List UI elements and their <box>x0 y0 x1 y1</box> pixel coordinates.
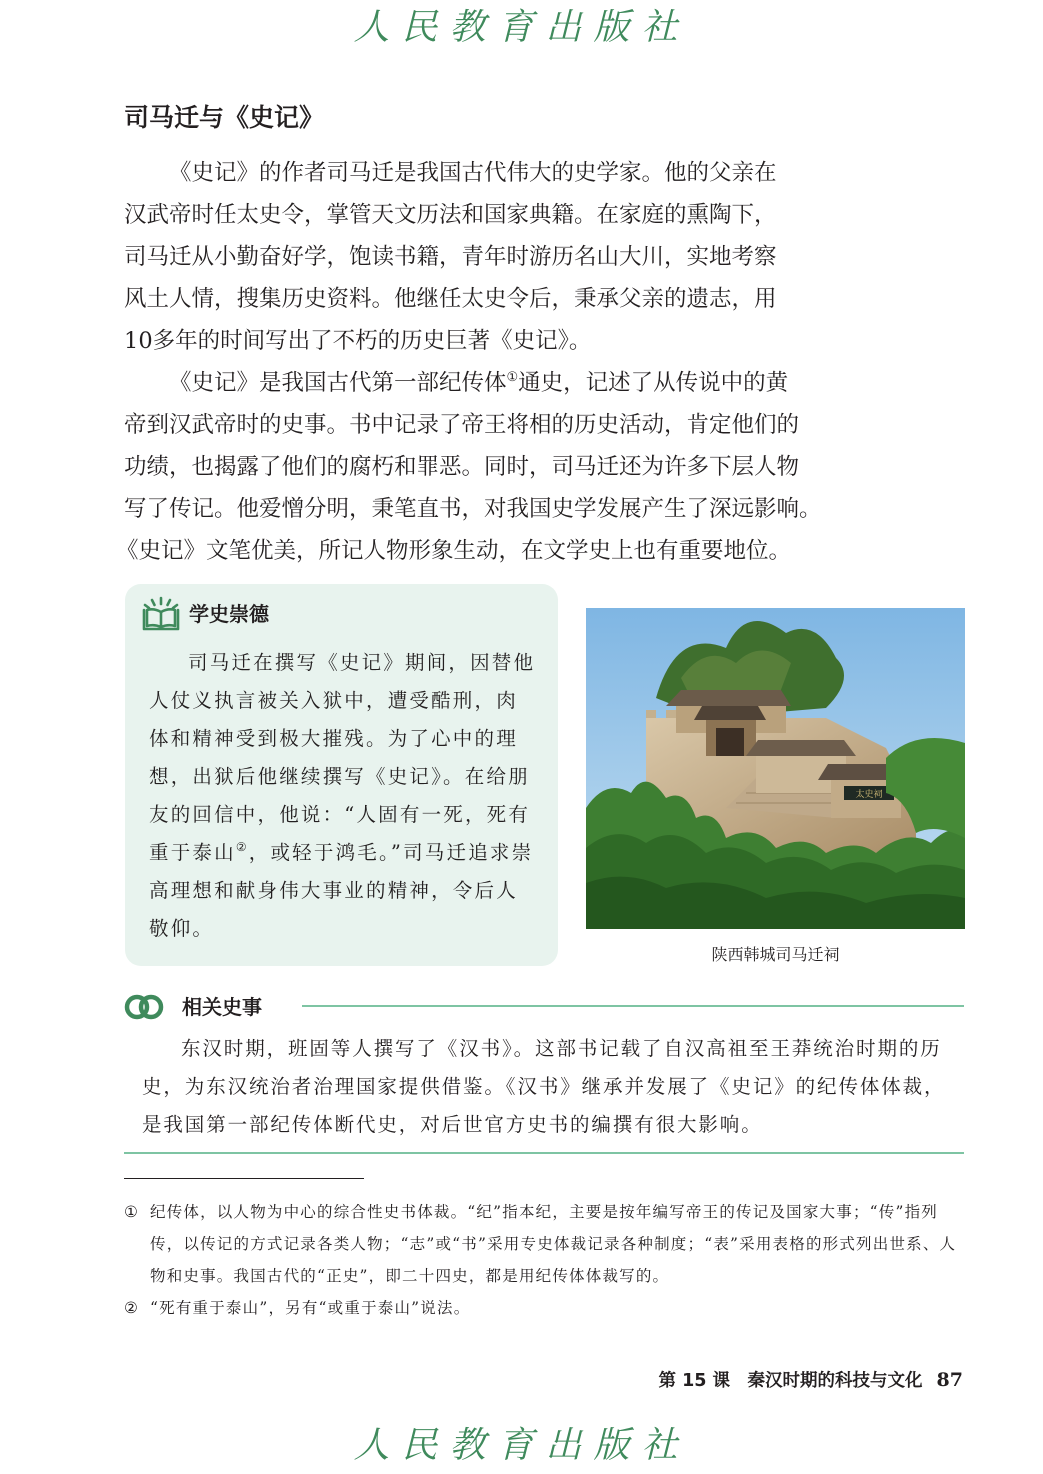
related-bottom-divider <box>124 1152 964 1154</box>
footnote-ref-2[interactable]: ② <box>235 840 249 854</box>
page-number: 87 <box>936 1369 963 1391</box>
text-line: 通史，记述了从传说中的黄 <box>518 370 789 396</box>
lesson-title: 第 15 课 秦汉时期的科技与文化 <box>658 1371 923 1391</box>
section-title: 司马迁与《史记》 <box>124 103 325 132</box>
paragraph-2 <box>116 362 840 572</box>
publisher-watermark-bottom: 人民教育出版社 <box>353 1425 690 1466</box>
linked-circles-icon <box>124 988 164 1026</box>
related-divider <box>302 1005 964 1007</box>
footnote-ref-1[interactable]: ① <box>506 370 519 385</box>
open-book-icon <box>141 596 181 632</box>
study-history-box <box>125 584 558 966</box>
footnote-text: “死有重于泰山”，另有“或重于泰山”说法。 <box>150 1299 471 1317</box>
box-title: 学史崇德 <box>189 602 269 626</box>
text-line: 帝到汉武帝时的史事。书中记录了帝王将相的历史活动，肯定他们的 <box>124 412 800 438</box>
footnote-1 <box>124 1196 964 1292</box>
footnote-mark: ① <box>124 1203 140 1221</box>
main-text <box>116 152 840 572</box>
text-line: 写了传记。他爱憎分明，秉笔直书，对我国史学发展产生了深远影响。 <box>124 496 822 522</box>
temple-sign: 太史祠 <box>855 790 883 800</box>
text-line: 10多年的时间写出了不朽的历史巨著《史记》。 <box>124 328 592 354</box>
footnote-rule <box>124 1178 364 1179</box>
related-title: 相关史事 <box>182 995 262 1019</box>
text-line: 汉武帝时任太史令，掌管天文历法和国家典籍。在家庭的熏陶下， <box>124 202 777 228</box>
photo-caption: 陕西韩城司马迁祠 <box>711 945 840 964</box>
paragraph-1 <box>124 152 840 362</box>
footnote-mark: ② <box>124 1299 140 1317</box>
text-line: 司马迁从小勤奋好学，饱读书籍，青年时游历名山大川，实地考察 <box>124 244 777 270</box>
footnote-2 <box>124 1292 964 1324</box>
text-line: 《史记》的作者司马迁是我国古代伟大的史学家。他的父亲在 <box>169 160 777 186</box>
text-line: 《史记》文笔优美，所记人物形象生动，在文学史上也有重要地位。 <box>116 538 792 564</box>
footnote-text: 纪传体，以人物为中心的综合性史书体裁。“纪”指本纪，主要是按年编写帝王的传记及国家大事；“传”指列传，以传记的方式记录各类人物；“志”或“书”采用专史体裁记录各种制度；“表”采用表格的形式列出世系、人物和史事。我国古代的“正史”，即二十四史，都是用纪传体体裁写的。 <box>150 1203 957 1285</box>
text-line: 风土人情，搜集历史资料。他继任太史令后，秉承父亲的遗志，用 <box>124 286 777 312</box>
box-text: 司马迁在撰写《史记》期间，因替他人仗义执言被关入狱中，遭受酷刑，肉体和精神受到极大摧残。为了心中的理想，出狱后他继续撰写《史记》。在给朋友的回信中，他说：“人固有一死，死有重于泰山②，或轻于鸿毛。”司马迁追求崇高理想和献身伟大事业的精神，令后人敬仰。 <box>149 651 536 940</box>
publisher-watermark-top: 人民教育出版社 <box>353 7 690 48</box>
page-footer <box>659 1366 964 1395</box>
footnotes <box>124 1196 964 1324</box>
temple-photo <box>586 608 965 929</box>
text-line: 功绩，也揭露了他们的腐朽和罪恶。同时，司马迁还为许多下层人物 <box>124 454 800 480</box>
text-line: 《史记》是我国古代第一部纪传体 <box>169 370 507 396</box>
related-text: 东汉时期，班固等人撰写了《汉书》。这部书记载了自汉高祖至王莽统治时期的历史，为东汉统治者治理国家提供借鉴。《汉书》继承并发展了《史记》的纪传体体裁，是我国第一部纪传体断代史，对后世官方史书的编撰有很大影响。 <box>142 1037 946 1136</box>
